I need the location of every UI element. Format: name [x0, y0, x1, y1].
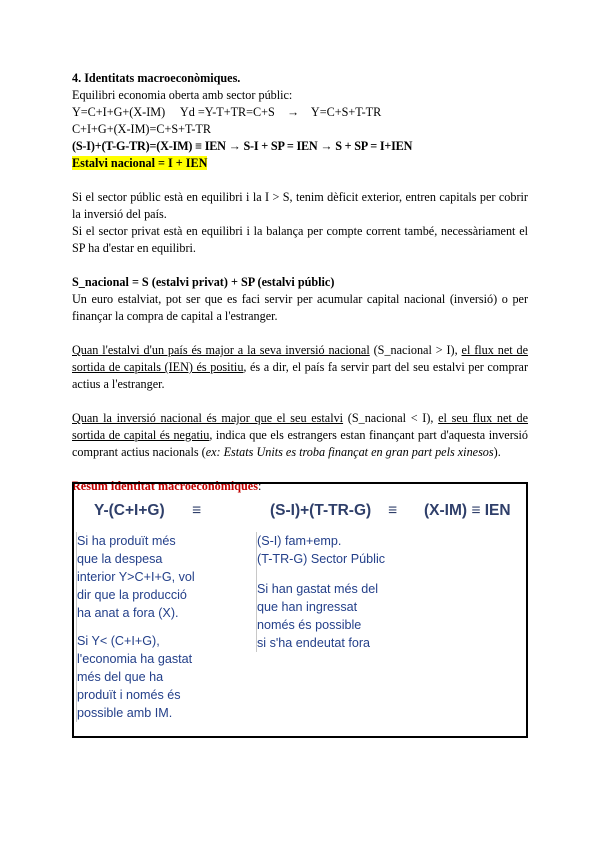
column-output-line: interior Y>C+I+G, vol — [77, 570, 195, 584]
equation-line-1: Y=C+I+G+(X-IM) Yd =Y-T+TR=C+S → Y=C+S+T-TR — [72, 105, 382, 119]
column-output-line: l'economia ha gastat — [77, 652, 193, 666]
column-output-line: ha anat a fora (X). — [77, 606, 179, 620]
paragraph-euro-saved: Un euro estalviat, pot ser que es faci servir per acumular capital nacional (inversió) o per finançar la compra de capital a l'estranger. — [72, 292, 528, 323]
column-output — [76, 532, 227, 722]
underlined-phrase-2: el flux net de sortida de capitals (IEN) és positiu — [72, 343, 529, 374]
column-output-line: dir que la producció — [77, 588, 187, 602]
national-saving-line — [72, 155, 528, 172]
equation-line-3: (S-I)+(T-G-TR)=(X-IM) ≡ IEN → S-I + SP = IEN → S + SP = I+IEN — [72, 139, 413, 153]
column-saving-line: que han ingressat — [257, 600, 358, 614]
header-output-gap: Y-(C+I+G) — [94, 502, 165, 519]
text-fragment: (S_nacional < I), — [343, 411, 439, 425]
column-output-line: Si ha produït més — [77, 534, 176, 548]
column-saving — [256, 532, 417, 652]
column-output-line: que la despesa — [77, 552, 163, 566]
column-output-line: possible amb IM. — [77, 706, 173, 720]
underlined-phrase-3: Quan la inversió nacional és major que el seu estalvi — [72, 411, 344, 425]
column-saving-line: Si han gastat més del — [257, 582, 379, 596]
summary-title: Resum identitat macroeconòmiques — [72, 479, 258, 493]
summary-colon: : — [257, 479, 262, 493]
national-saving-highlight: Estalvi nacional = I + IEN — [72, 156, 208, 170]
column-output-line: Si Y< (C+I+G), — [77, 634, 160, 648]
paragraph-private-sector: Si el sector privat està en equilibri i la balança per compte corrent també, necessàriament el SP ha d'estar en equilibri. — [72, 224, 528, 255]
example-italic: ex: Estats Units es troba finançat en gran part pels xinesos — [205, 445, 494, 459]
column-saving-line: si s'ha endeutat fora — [257, 636, 371, 650]
paragraph-public-sector: Si el sector públic està en equilibri i la I > S, tenim dèficit exterior, entren capitals per cobrir la inversió del país. — [72, 190, 528, 221]
column-output-spacer — [77, 622, 227, 632]
header-saving-gap: (S-I)+(T-TR-G) — [270, 502, 372, 519]
underlined-phrase-1: Quan l'estalvi d'un país és major a la seva inversió nacional — [72, 343, 370, 357]
header-net-exports: (X-IM) ≡ IEN — [424, 502, 511, 519]
column-saving-line: (T-TR-G) Sector Públic — [257, 552, 386, 566]
text-fragment: ). — [493, 445, 501, 459]
document-body — [72, 70, 528, 495]
paragraph-investment-greater — [72, 410, 528, 461]
equation-line-2: C+I+G+(X-IM)=C+S+T-TR — [72, 122, 211, 136]
text-fragment: (S_nacional > I), — [369, 343, 462, 357]
summary-box — [72, 482, 528, 738]
column-output-line: produït i només és — [77, 688, 181, 702]
paragraph-saving-greater — [72, 342, 528, 393]
text-fragment: , és a dir, el país fa servir part del seu estalvi per comprar actius a l'estranger. — [72, 360, 528, 391]
column-saving-line: només és possible — [257, 618, 362, 632]
intro-line: Equilibri economia oberta amb sector públic: — [72, 88, 293, 102]
column-saving-spacer — [257, 568, 417, 580]
text-fragment: , indica que els estrangers estan finançant part d'aquesta inversió comprant actius nacionals ( — [72, 428, 528, 459]
underlined-phrase-4: el seu flux net de sortida de capital és negatiu — [72, 411, 529, 442]
snacional-title: S_nacional = S (estalvi privat) + SP (estalvi públic) — [72, 275, 335, 289]
header-equiv-1: ≡ — [192, 502, 202, 519]
header-equiv-2: ≡ — [388, 502, 398, 519]
section-title: 4. Identitats macroeconòmiques. — [72, 71, 241, 85]
column-saving-line: (S-I) fam+emp. — [257, 534, 342, 548]
column-output-line: més del que ha — [77, 670, 164, 684]
